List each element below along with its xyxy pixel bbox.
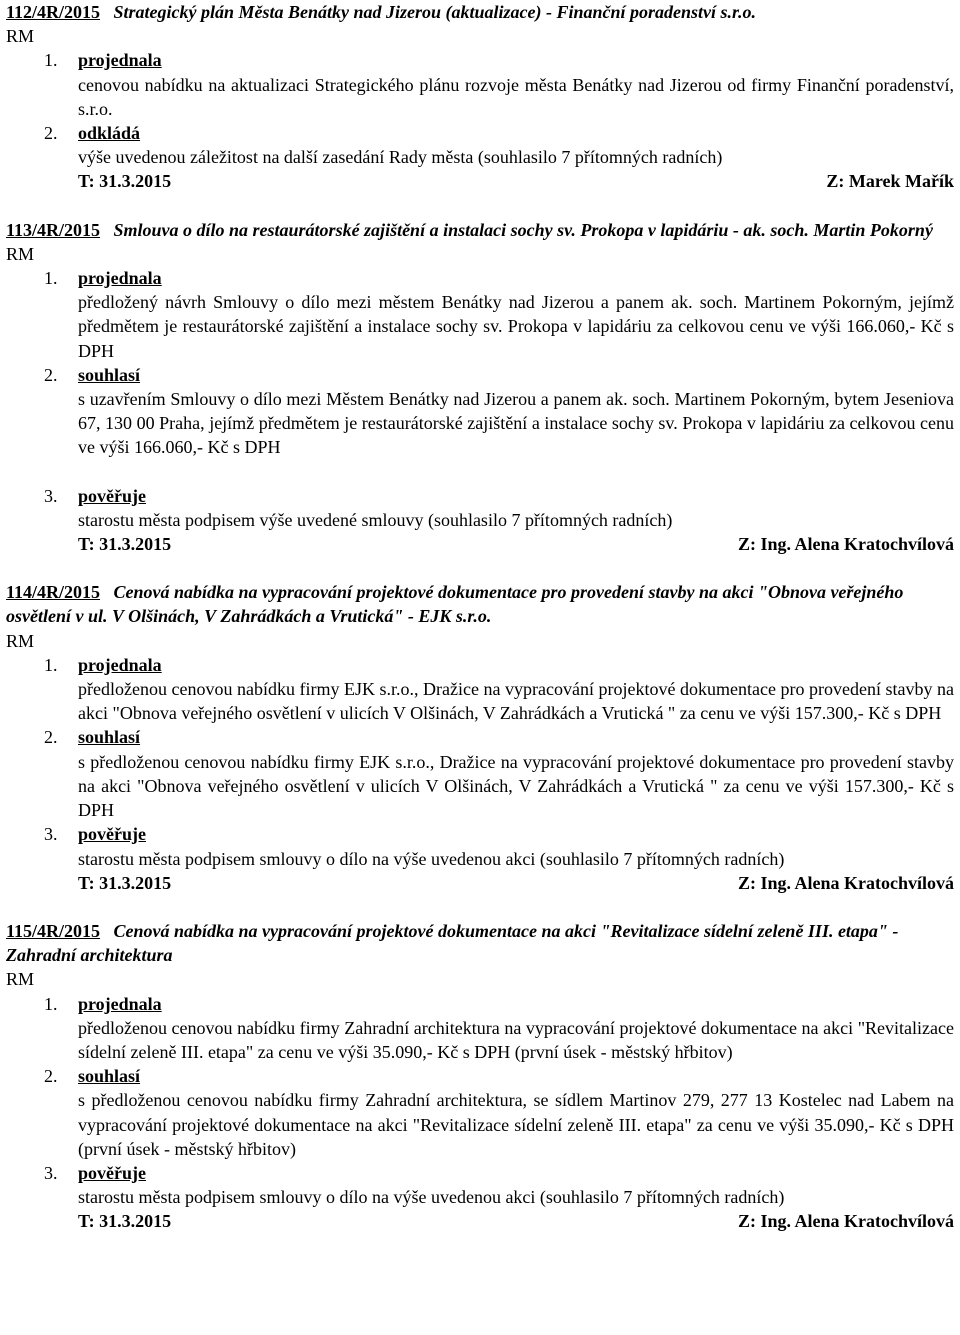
item-text: s předloženou cenovou nabídku firmy Zahradní architektura, se sídlem Martinov 279, 277 13 Kostelec nad Labem na vypracování projektové dokumentace na akci "Revitalizace sídelní zeleně III. etapa" za cenu ve výši 35.090,- Kč s DPH (první úsek - městský hřbitov) bbox=[78, 1090, 954, 1159]
resolution-114 bbox=[6, 580, 954, 895]
deadline-row bbox=[6, 169, 954, 193]
resolution-heading bbox=[6, 580, 954, 628]
item-verb: odkládá bbox=[78, 123, 141, 144]
responsible-person: Z: Ing. Alena Kratochvílová bbox=[737, 1211, 954, 1232]
item-number: 3. bbox=[44, 1162, 58, 1183]
item-verb: pověřuje bbox=[78, 485, 146, 506]
item-number: 1. bbox=[44, 50, 58, 71]
item-number: 1. bbox=[44, 654, 58, 675]
item-verb: souhlasí bbox=[78, 1066, 141, 1087]
responsible-person: Z: Ing. Alena Kratochvílová bbox=[737, 534, 954, 555]
item-number: 2. bbox=[44, 727, 58, 748]
item-verb: souhlasí bbox=[78, 727, 141, 748]
resolution-number: 115/4R/2015 bbox=[6, 920, 101, 941]
council-label: RM bbox=[6, 969, 35, 990]
resolution-item bbox=[6, 822, 954, 870]
resolution-item bbox=[6, 992, 954, 1065]
resolution-115 bbox=[6, 919, 954, 1234]
item-number: 1. bbox=[44, 993, 58, 1014]
item-verb: pověřuje bbox=[78, 824, 146, 845]
item-number: 2. bbox=[44, 364, 58, 385]
resolution-item bbox=[6, 725, 954, 822]
item-verb: souhlasí bbox=[78, 364, 141, 385]
item-number: 2. bbox=[44, 1066, 58, 1087]
deadline-row bbox=[6, 871, 954, 895]
item-verb: projednala bbox=[78, 268, 162, 289]
resolution-number: 112/4R/2015 bbox=[6, 2, 101, 22]
resolution-title: Cenová nabídka na vypracování projektové dokumentace pro provedení stavby na akci "Obnova veřejného osvětlení v ul. V Olšinách, V Zahrádkách a Vrutická" - EJK s.r.o. bbox=[6, 582, 904, 627]
resolution-112 bbox=[6, 0, 954, 194]
resolution-item bbox=[6, 266, 954, 363]
council-label: RM bbox=[6, 26, 35, 47]
item-text: starostu města podpisem smlouvy o dílo na výše uvedenou akci (souhlasilo 7 přítomných radních) bbox=[78, 848, 785, 869]
item-text: předloženou cenovou nabídku firmy Zahradní architektura na vypracování projektové dokumentace na akci "Revitalizace sídelní zeleně III. etapa" za cenu ve výši 35.090,- Kč s DPH (první úsek - městský hřbitov) bbox=[78, 1017, 954, 1062]
resolution-item bbox=[6, 121, 954, 169]
resolution-number: 113/4R/2015 bbox=[6, 219, 101, 240]
resolution-heading bbox=[6, 0, 954, 24]
item-text: předložený návrh Smlouvy o dílo mezi městem Benátky nad Jizerou a panem ak. soch. Martinem Pokorným, jejímž předmětem je restaurátorské zajištění a instalace sochy sv. Prokopa v lapidáriu za celkovou cenu ve výši 166.060,- Kč s DPH bbox=[78, 292, 954, 361]
resolution-title: Strategický plán Města Benátky nad Jizerou (aktualizace) - Finanční poradenství s.r.o. bbox=[113, 2, 757, 22]
council-label: RM bbox=[6, 630, 35, 651]
item-verb: projednala bbox=[78, 50, 162, 71]
item-number: 1. bbox=[44, 268, 58, 289]
item-text: cenovou nabídku na aktualizaci Strategického plánu rozvoje města Benátky nad Jizerou od firmy Finanční poradenství, s.r.o. bbox=[78, 74, 954, 119]
deadline: T: 31.3.2015 bbox=[78, 171, 172, 192]
item-number: 2. bbox=[44, 123, 58, 144]
resolution-heading bbox=[6, 218, 954, 242]
item-number: 3. bbox=[44, 485, 58, 506]
item-text: s uzavřením Smlouvy o dílo mezi Městem Benátky nad Jizerou a panem ak. soch. Martinem Pokorným, bytem Jeseniova 67, 130 00 Praha, jejímž předmětem je restaurátorské zajištění a instalace sochy sv. Prokopa v lapidáriu za celkovou cenu ve výši 166.060,- Kč s DPH bbox=[78, 389, 954, 458]
deadline-row bbox=[6, 1209, 954, 1233]
item-text: výše uvedenou záležitost na další zasedání Rady města (souhlasilo 7 přítomných radních) bbox=[78, 147, 723, 168]
item-verb: projednala bbox=[78, 993, 162, 1014]
item-verb: projednala bbox=[78, 654, 162, 675]
resolution-item bbox=[6, 48, 954, 121]
responsible-person: Z: Ing. Alena Kratochvílová bbox=[737, 872, 954, 893]
council-label: RM bbox=[6, 243, 35, 264]
resolution-heading bbox=[6, 919, 954, 967]
resolution-item bbox=[6, 1161, 954, 1209]
resolution-item bbox=[6, 653, 954, 726]
resolution-113 bbox=[6, 218, 954, 557]
deadline: T: 31.3.2015 bbox=[78, 872, 172, 893]
deadline: T: 31.3.2015 bbox=[78, 534, 172, 555]
item-text: předloženou cenovou nabídku firmy EJK s.r.o., Dražice na vypracování projektové dokumentace pro provedení stavby na akci "Obnova veřejného osvětlení v ulicích V Olšinách, V Zahrádkách a Vrutická " za cenu ve výši 157.300,- Kč s DPH bbox=[78, 679, 954, 724]
item-text: starostu města podpisem smlouvy o dílo na výše uvedenou akci (souhlasilo 7 přítomných radních) bbox=[78, 1187, 785, 1208]
resolution-item bbox=[6, 363, 954, 460]
resolution-number: 114/4R/2015 bbox=[6, 582, 101, 603]
item-text: starostu města podpisem výše uvedené smlouvy (souhlasilo 7 přítomných radních) bbox=[78, 509, 673, 530]
resolution-title: Smlouva o dílo na restaurátorské zajištění a instalaci sochy sv. Prokopa v lapidáriu - ak. soch. Martin Pokorný bbox=[113, 219, 933, 240]
resolution-item bbox=[6, 484, 954, 532]
item-text: s předloženou cenovou nabídku firmy EJK s.r.o., Dražice na vypracování projektové dokumentace pro provedení stavby na akci "Obnova veřejného osvětlení v ulicích V Olšinách, V Zahrádkách a Vrutická " za cenu ve výši 157.300,- Kč s DPH bbox=[78, 751, 954, 821]
responsible-person: Z: Marek Mařík bbox=[826, 171, 954, 192]
resolution-item bbox=[6, 1064, 954, 1161]
deadline-row bbox=[6, 532, 954, 556]
deadline: T: 31.3.2015 bbox=[78, 1211, 172, 1232]
resolution-title: Cenová nabídka na vypracování projektové dokumentace na akci "Revitalizace sídelní zeleně III. etapa" - Zahradní architektura bbox=[6, 920, 899, 966]
item-verb: pověřuje bbox=[78, 1162, 146, 1183]
item-number: 3. bbox=[44, 824, 58, 845]
